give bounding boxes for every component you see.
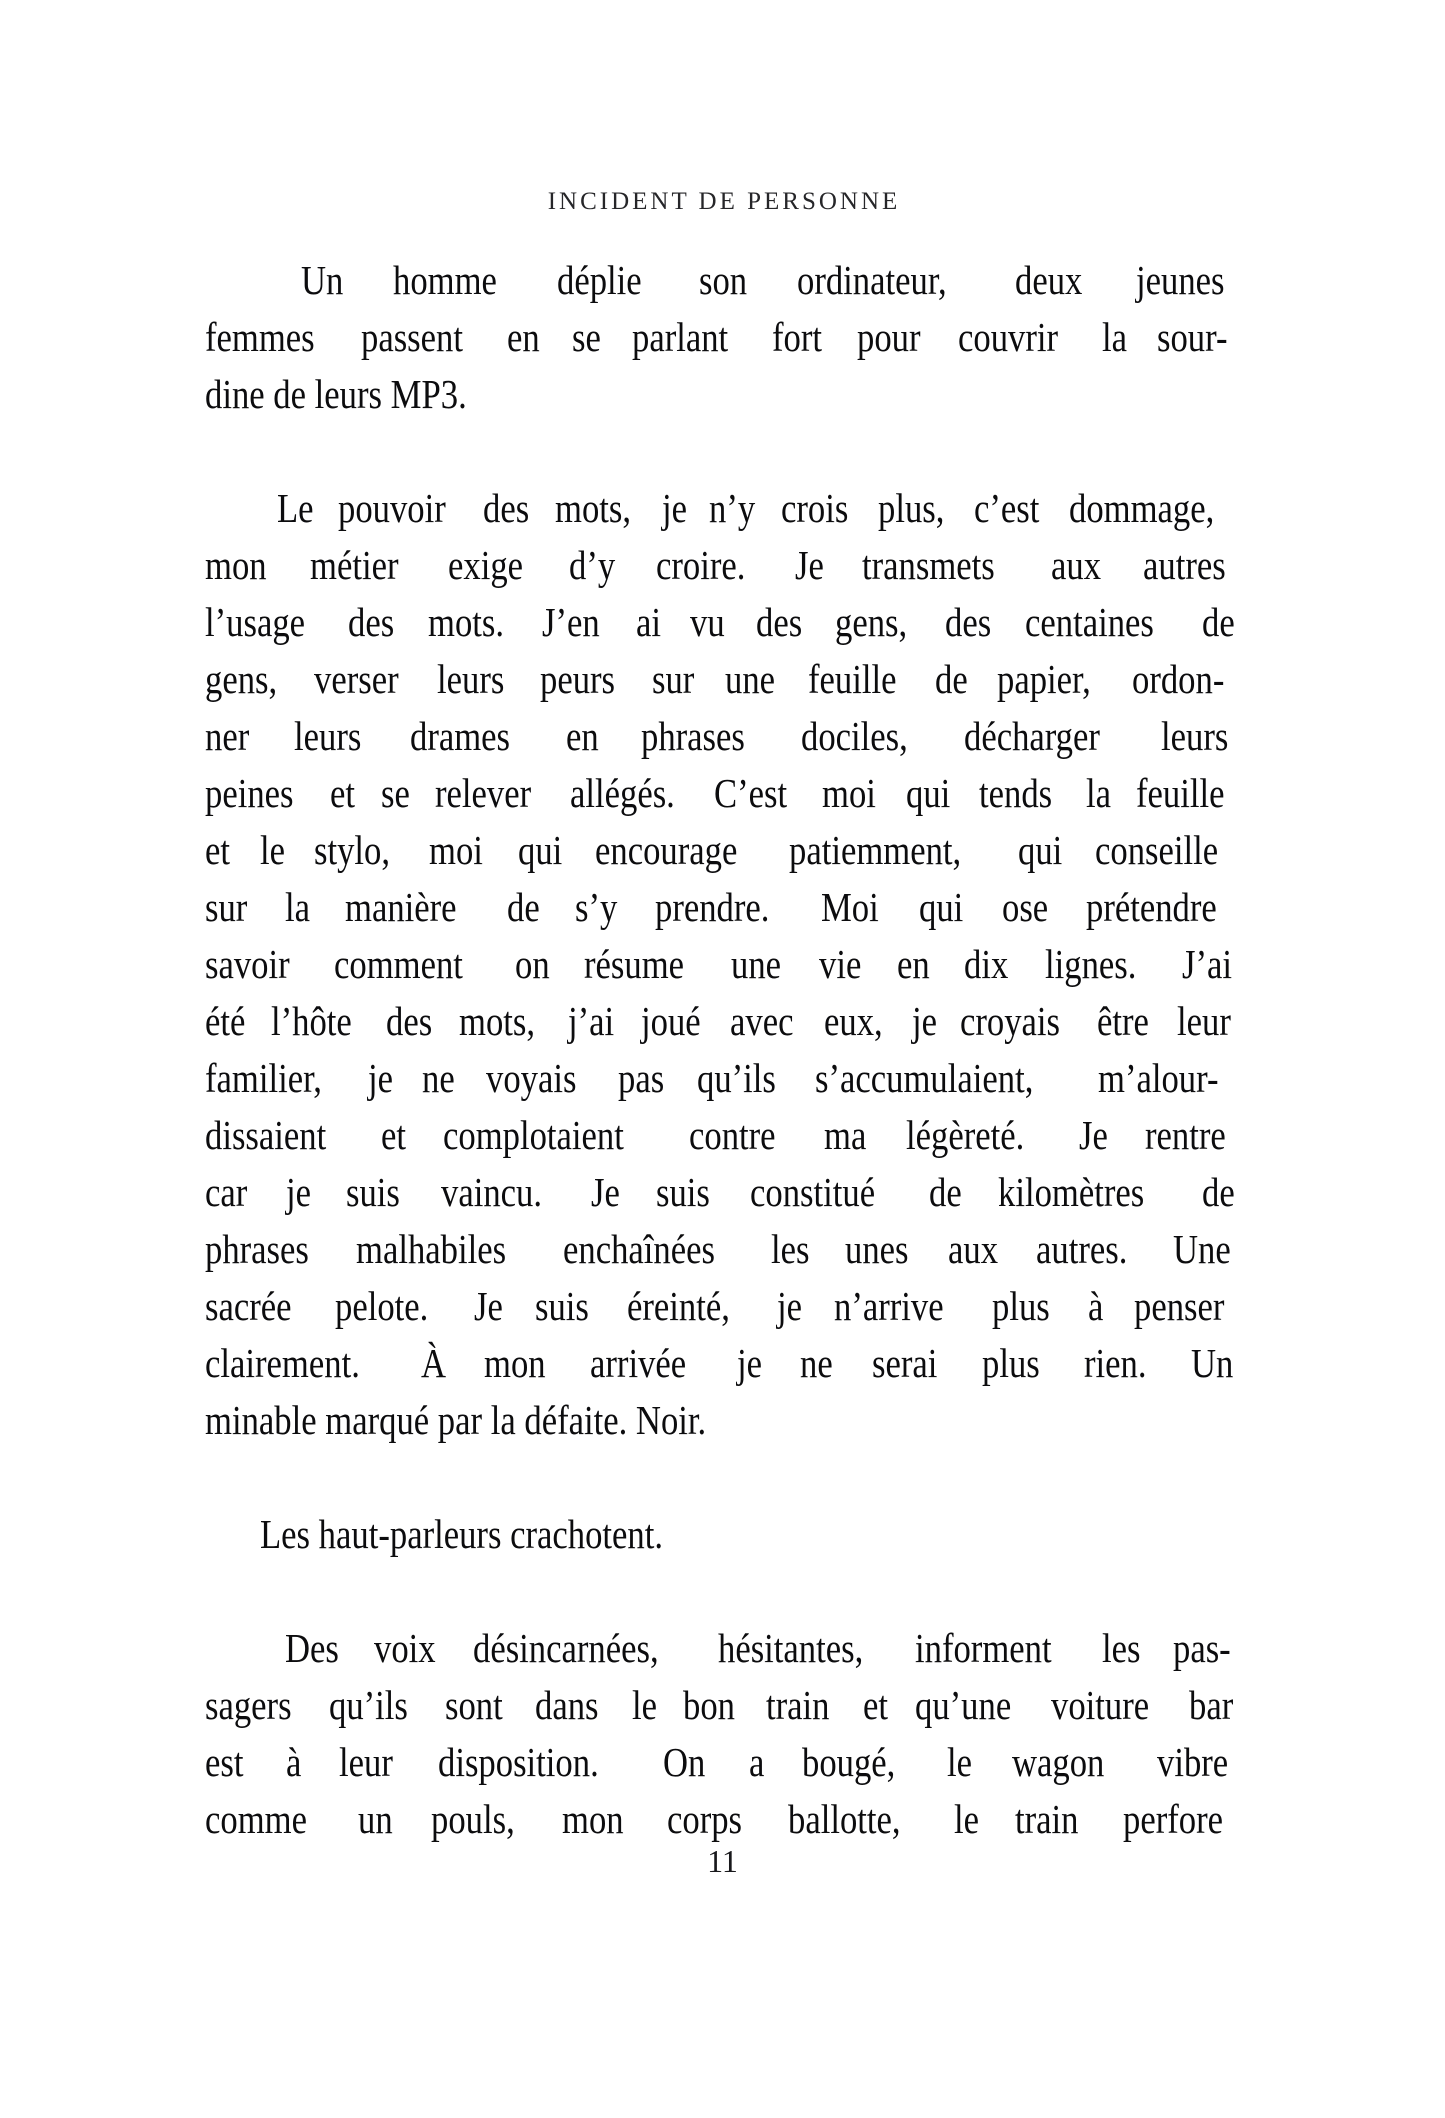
word: éreinté, [627, 1283, 731, 1329]
word: n’arrive [834, 1283, 944, 1329]
text-line [205, 1278, 1241, 1335]
word: croire. [656, 542, 746, 588]
word: s’accumulaient, [815, 1055, 1034, 1101]
word: perfore [1122, 1796, 1223, 1842]
word: vie [818, 941, 861, 987]
word: je [285, 1169, 311, 1215]
word: qui [518, 827, 563, 873]
word: C’est [714, 770, 788, 816]
word: fort [771, 314, 822, 360]
word: dommage, [1069, 485, 1215, 531]
word: disposition. [437, 1739, 599, 1785]
word: joué [640, 998, 701, 1044]
word: les [1101, 1625, 1141, 1671]
paragraph [205, 252, 1241, 423]
text-line [205, 309, 1241, 366]
word: qui [1017, 827, 1063, 873]
word: relever [435, 770, 532, 816]
word: transmets [861, 542, 995, 588]
word: je [911, 998, 937, 1044]
word: serai [871, 1340, 938, 1386]
text-line [205, 651, 1241, 708]
word: centaines [1024, 599, 1154, 645]
word: eux, [823, 998, 883, 1044]
word: pouls, [430, 1796, 515, 1842]
word: Le [277, 485, 314, 531]
word: désincarnées, [472, 1625, 659, 1671]
text-line [205, 1164, 1241, 1221]
word: J’en [542, 599, 601, 645]
word: ner [205, 713, 250, 759]
word: penser [1133, 1283, 1225, 1329]
text-line [205, 594, 1241, 651]
running-header: INCIDENT DE PERSONNE [547, 188, 901, 215]
word: légèreté. [906, 1112, 1025, 1158]
text-line [205, 765, 1241, 822]
word: le [953, 1796, 979, 1842]
word: on [514, 941, 550, 987]
word: enchaînées [562, 1226, 715, 1272]
word: gens, [835, 599, 908, 645]
word: l’usage [205, 599, 306, 645]
word: de [935, 656, 969, 702]
word: résume [584, 941, 685, 987]
word: conseille [1095, 827, 1219, 873]
word: qui [919, 884, 964, 930]
word: rien. [1083, 1340, 1147, 1386]
word: corps [667, 1796, 743, 1842]
word: leurs [1161, 713, 1229, 759]
word: et [205, 827, 231, 873]
word: stylo, [314, 827, 391, 873]
word: ne [422, 1055, 456, 1101]
text-line [205, 537, 1241, 594]
text-line [205, 708, 1241, 765]
word: de [929, 1169, 962, 1215]
word: qu’une [914, 1682, 1012, 1728]
word: une [730, 941, 781, 987]
word: dix [964, 941, 1009, 987]
word: s’y [575, 884, 618, 930]
word: wagon [1012, 1739, 1105, 1785]
word: unes [844, 1226, 909, 1272]
word: le [259, 827, 285, 873]
word: drames [410, 713, 511, 759]
text-line [205, 1107, 1241, 1164]
word: les [770, 1226, 810, 1272]
word: sur [205, 884, 248, 930]
word: se [380, 770, 410, 816]
word: prétendre [1086, 884, 1217, 930]
text-line [205, 480, 1241, 537]
word: de [506, 884, 540, 930]
word: À [421, 1340, 447, 1386]
word: aux [948, 1226, 999, 1272]
word: vaincu. [440, 1169, 542, 1215]
word: pas- [1172, 1625, 1231, 1671]
text-line [205, 936, 1241, 993]
word: m’alour- [1098, 1055, 1219, 1101]
word: la [285, 884, 311, 930]
line-text: Les haut-parleurs crachotent. [260, 1511, 664, 1557]
word: constitué [750, 1169, 876, 1215]
word: car [205, 1169, 248, 1215]
text-line [205, 879, 1241, 936]
line-text: dine de leurs MP3. [205, 371, 467, 417]
word: ai [635, 599, 661, 645]
word: feuille [807, 656, 897, 702]
word: se [571, 314, 601, 360]
word: Une [1172, 1226, 1231, 1272]
page-number: 11 [707, 1843, 738, 1879]
word: hésitantes, [717, 1625, 863, 1671]
word: je [776, 1283, 802, 1329]
word: je [662, 485, 688, 531]
word: l’hôte [271, 998, 353, 1044]
word: n’y [709, 485, 756, 531]
word: rentre [1145, 1112, 1227, 1158]
text-line [205, 1677, 1241, 1734]
word: Je [1078, 1112, 1108, 1158]
text-line [205, 1791, 1241, 1848]
word: kilomètres [998, 1169, 1145, 1215]
word: train [1015, 1796, 1079, 1842]
word: dissaient [205, 1112, 327, 1158]
word: voiture [1050, 1682, 1149, 1728]
word: informent [914, 1625, 1052, 1671]
word: autres [1143, 542, 1226, 588]
word: patiemment, [788, 827, 962, 873]
word: complotaient [442, 1112, 624, 1158]
word: leurs [436, 656, 505, 702]
word: voyais [485, 1055, 577, 1101]
word: homme [392, 257, 497, 303]
word: en [897, 941, 930, 987]
word: décharger [963, 713, 1100, 759]
word: Un [301, 257, 344, 303]
word: un [357, 1796, 393, 1842]
word: et [330, 770, 356, 816]
word: qu’ils [697, 1055, 776, 1101]
word: couvrir [957, 314, 1058, 360]
word: mon [205, 542, 267, 588]
word: aux [1051, 542, 1102, 588]
word: vu [689, 599, 725, 645]
paragraph [205, 1506, 1241, 1563]
paragraph [205, 480, 1241, 1449]
word: comment [333, 941, 463, 987]
text-line [205, 1221, 1241, 1278]
word: femmes [205, 314, 315, 360]
word: métier [310, 542, 399, 588]
word: la [1101, 314, 1127, 360]
word: est [205, 1739, 244, 1785]
word: dociles, [800, 713, 908, 759]
text-line [205, 1506, 1241, 1563]
word: c’est [974, 485, 1040, 531]
word: et [863, 1682, 889, 1728]
text-line [205, 1620, 1241, 1677]
word: ma [824, 1112, 867, 1158]
word: Je [590, 1169, 620, 1215]
word: des [755, 599, 802, 645]
text-line [205, 1392, 1241, 1449]
word: ose [1001, 884, 1048, 930]
word: phrases [640, 713, 745, 759]
word: des [482, 485, 530, 531]
word: bougé, [801, 1739, 896, 1785]
word: avec [730, 998, 794, 1044]
word: gens, [205, 656, 278, 702]
word: son [698, 257, 747, 303]
word: leur [339, 1739, 393, 1785]
word: lignes. [1045, 941, 1137, 987]
word: dans [534, 1682, 599, 1728]
word: moi [429, 827, 484, 873]
word: des [945, 599, 992, 645]
word: familier, [205, 1055, 322, 1101]
word: Des [285, 1625, 340, 1671]
word: déplie [557, 257, 642, 303]
word: moi [821, 770, 876, 816]
word: peurs [539, 656, 615, 702]
word: qu’ils [329, 1682, 409, 1728]
word: sacrée [205, 1283, 292, 1329]
word: tends [978, 770, 1053, 816]
word: le [947, 1739, 973, 1785]
word: et [380, 1112, 406, 1158]
word: croyais [960, 998, 1061, 1044]
text-line [205, 822, 1241, 879]
word: allégés. [569, 770, 675, 816]
word: des [348, 599, 395, 645]
word: suis [346, 1169, 401, 1215]
word: plus, [878, 485, 945, 531]
word: leurs [294, 713, 362, 759]
body-text-block [205, 252, 1241, 1848]
word: J’ai [1181, 941, 1232, 987]
word: parlant [631, 314, 729, 360]
word: à [285, 1739, 302, 1785]
word: savoir [205, 941, 290, 987]
word: une [725, 656, 776, 702]
word: bon [683, 1682, 736, 1728]
word: pouvoir [337, 485, 446, 531]
word: comme [205, 1796, 307, 1842]
word: a [748, 1739, 764, 1785]
word: des [385, 998, 432, 1044]
word: ne [799, 1340, 833, 1386]
word: verser [313, 656, 399, 702]
word: le [631, 1682, 657, 1728]
word: de [1202, 599, 1235, 645]
word: contre [689, 1112, 776, 1158]
word: On [663, 1739, 706, 1785]
word: manière [344, 884, 457, 930]
word: ordinateur, [796, 257, 947, 303]
word: clairement. [205, 1340, 360, 1386]
word: mon [484, 1340, 546, 1386]
word: papier, [997, 656, 1092, 702]
word: suis [655, 1169, 710, 1215]
word: prendre. [655, 884, 770, 930]
word: ordon- [1131, 656, 1224, 702]
word: feuille [1136, 770, 1225, 816]
word: voix [374, 1625, 436, 1671]
word: pelote. [335, 1283, 429, 1329]
word: pour [856, 314, 921, 360]
word: encourage [595, 827, 738, 873]
word: Un [1190, 1340, 1234, 1386]
word: sour- [1157, 314, 1228, 360]
word: mots. [427, 599, 504, 645]
word: être [1097, 998, 1150, 1044]
paragraph [205, 1620, 1241, 1848]
word: Moi [820, 884, 879, 930]
word: pas [617, 1055, 664, 1101]
word: ballotte, [788, 1796, 901, 1842]
word: peines [205, 770, 294, 816]
word: sont [444, 1682, 503, 1728]
word: malhabiles [356, 1226, 507, 1272]
text-line [205, 1734, 1241, 1791]
word: passent [360, 314, 463, 360]
word: autres. [1036, 1226, 1128, 1272]
text-line [205, 1050, 1241, 1107]
word: mon [562, 1796, 624, 1842]
word: suis [535, 1283, 590, 1329]
word: la [1086, 770, 1112, 816]
word: je [368, 1055, 394, 1101]
word: leur [1177, 998, 1232, 1044]
word: bar [1188, 1682, 1233, 1728]
word: plus [991, 1283, 1050, 1329]
word: j’ai [567, 998, 614, 1044]
word: été [205, 998, 246, 1044]
word: en [565, 713, 599, 759]
text-line [205, 366, 1241, 423]
word: Je [794, 542, 824, 588]
word: phrases [205, 1226, 309, 1272]
word: de [1202, 1169, 1235, 1215]
word: mots, [458, 998, 536, 1044]
word: en [507, 314, 540, 360]
word: jeunes [1136, 257, 1225, 303]
word: sagers [205, 1682, 292, 1728]
word: à [1087, 1283, 1104, 1329]
word: je [737, 1340, 763, 1386]
text-line [205, 1335, 1241, 1392]
word: vibre [1156, 1739, 1228, 1785]
text-line [205, 252, 1241, 309]
word: mots, [554, 485, 631, 531]
line-text: minable marqué par la défaite. Noir. [205, 1397, 707, 1443]
word: sur [651, 656, 695, 702]
word: crois [781, 485, 849, 531]
word: deux [1015, 257, 1083, 303]
word: d’y [569, 542, 616, 588]
word: train [766, 1682, 830, 1728]
word: plus [982, 1340, 1040, 1386]
text-line [205, 993, 1241, 1050]
word: exige [447, 542, 523, 588]
word: qui [905, 770, 951, 816]
word: Je [473, 1283, 503, 1329]
word: arrivée [590, 1340, 687, 1386]
